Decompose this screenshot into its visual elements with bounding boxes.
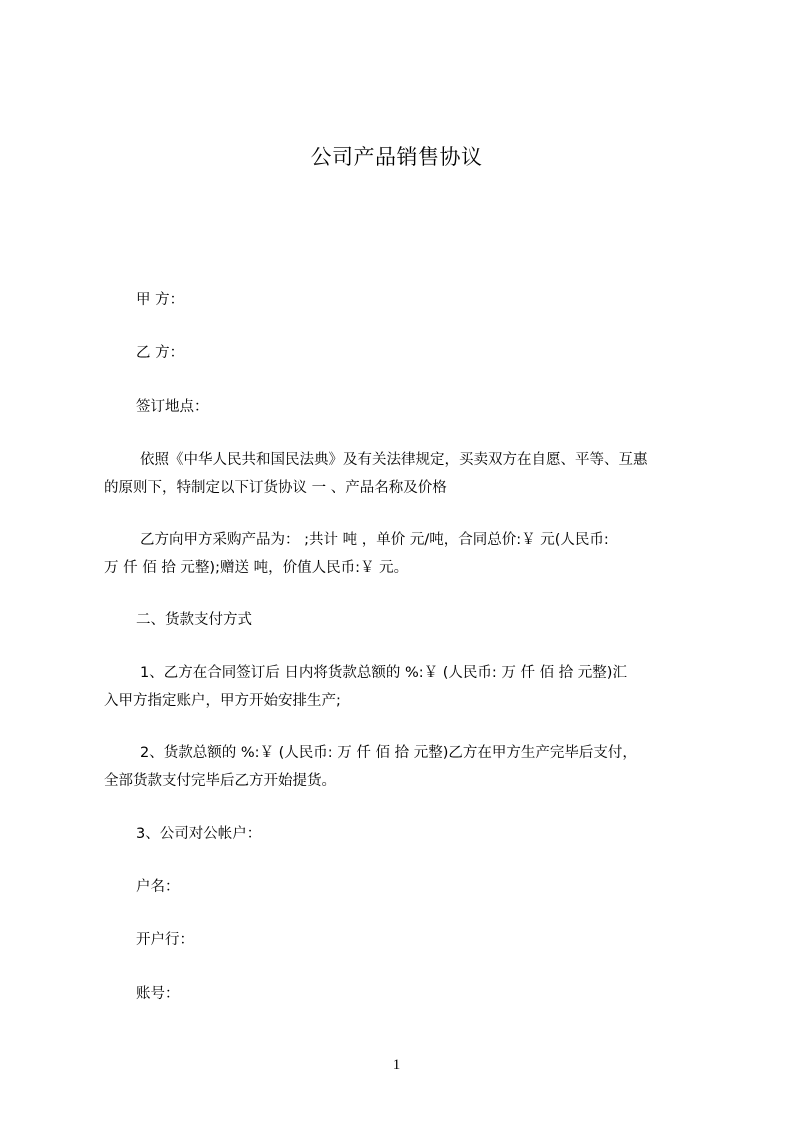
payment-2-line-1: 2、货款总额的 %:￥ (人民币: 万 仟 佰 拾 元整)乙方在甲方生产完毕后支付，	[140, 745, 637, 761]
page-number: 1	[392, 1057, 401, 1073]
intro-paragraph-line-1: 依照《中华人民共和国民法典》及有关法律规定，买卖双方在自愿、平等、互惠	[140, 452, 648, 468]
signing-place-label: 签订地点：	[136, 399, 209, 415]
party-b-label: 乙 方：	[136, 345, 185, 361]
payment-2-line-2: 全部货款支付完毕后乙方开始提货。	[104, 773, 336, 789]
bank-label: 开户行：	[136, 932, 194, 948]
intro-paragraph-line-2: 的原则下，特制定以下订货协议 一 、产品名称及价格	[104, 480, 447, 496]
account-name-label: 户名：	[136, 879, 180, 895]
product-paragraph-line-2: 万 仟 佰 拾 元整);赠送 吨，价值人民币:￥ 元。	[104, 560, 409, 576]
payment-1-line-1: 1、乙方在合同签订后 日内将货款总额的 %:￥ (人民币: 万 仟 佰 拾 元整)汇	[140, 665, 627, 681]
payment-1-line-2: 入甲方指定账户，甲方开始安排生产;	[104, 693, 341, 709]
product-paragraph-line-1: 乙方向甲方采购产品为： ;共计 吨 ，单价 元/吨，合同总价:￥ 元(人民币:	[140, 532, 609, 548]
payment-3-heading: 3、公司对公帐户：	[136, 826, 262, 842]
section-2-heading: 二、货款支付方式	[136, 612, 252, 628]
page-title: 公司产品销售协议	[310, 145, 483, 169]
party-a-label: 甲 方：	[136, 292, 185, 308]
account-number-label: 账号：	[136, 986, 180, 1002]
